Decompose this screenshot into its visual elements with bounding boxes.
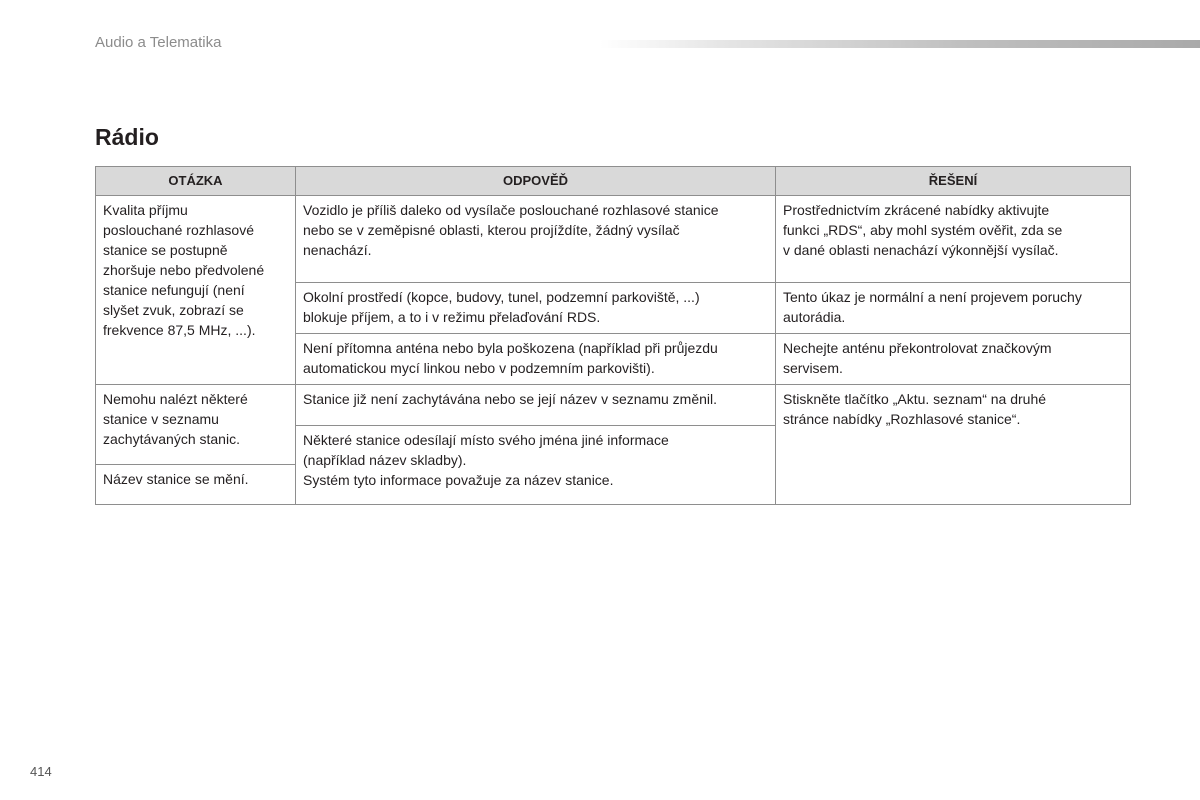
question-cell: Nemohu nalézt některé stanice v seznamu zachytávaných stanic. [96,385,296,465]
column-header-question: OTÁZKA [96,167,296,196]
table-row [96,196,1131,283]
answer-cell: Stanice již není zachytávána nebo se její název v seznamu změnil. [296,385,776,426]
solution-cell: Stiskněte tlačítko „Aktu. seznam“ na druhé stránce nabídky „Rozhlasové stanice“. [776,385,1131,505]
answer-cell: Některé stanice odesílají místo svého jména jiné informace (například název skladby). Systém tyto informace považuje za název stanice. [296,426,776,505]
column-header-solution: ŘEŠENÍ [776,167,1131,196]
question-cell: Název stanice se mění. [96,465,296,505]
section-header: Audio a Telematika [95,34,222,51]
table-row [96,385,1131,426]
page-title: Rádio [95,124,159,150]
solution-cell: Prostřednictvím zkrácené nabídky aktivujte funkci „RDS“, aby mohl systém ověřit, zda se v dané oblasti nenachází výkonnější vysílač. [776,196,1131,283]
page-number: 414 [30,764,52,779]
answer-cell: Okolní prostředí (kopce, budovy, tunel, podzemní parkoviště, ...) blokuje příjem, a to i v režimu přelaďování RDS. [296,283,776,334]
solution-cell: Nechejte anténu překontrolovat značkovým servisem. [776,334,1131,385]
solution-cell: Tento úkaz je normální a není projevem poruchy autorádia. [776,283,1131,334]
table-header-row [96,167,1131,196]
question-cell: Kvalita příjmu poslouchané rozhlasové stanice se postupně zhoršuje nebo předvolené stanice nefungují (není slyšet zvuk, zobrazí se frekvence 87,5 MHz, ...). [96,196,296,385]
answer-cell: Není přítomna anténa nebo byla poškozena (například při průjezdu automatickou mycí linkou nebo v podzemním parkovišti). [296,334,776,385]
column-header-answer: ODPOVĚĎ [296,167,776,196]
troubleshooting-table [95,166,1131,505]
header-gradient-bar [600,40,1200,48]
answer-cell: Vozidlo je příliš daleko od vysílače poslouchané rozhlasové stanice nebo se v zeměpisné oblasti, kterou projíždíte, žádný vysílač nenachází. [296,196,776,283]
